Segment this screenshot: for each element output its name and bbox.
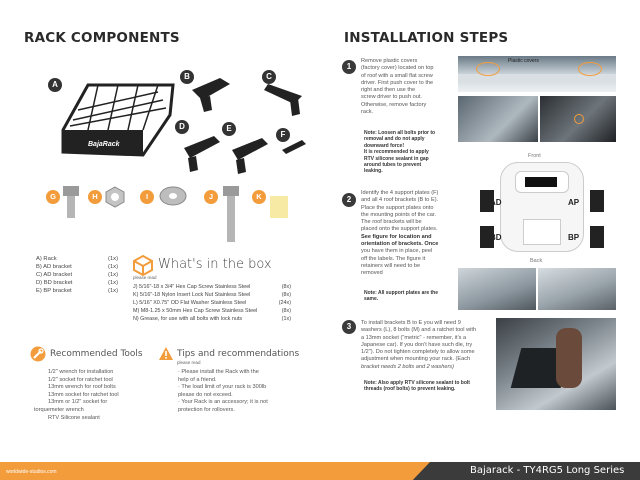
label-c: C	[262, 70, 276, 84]
label-a: A	[48, 78, 62, 92]
lock-nut-icon	[104, 186, 126, 208]
rack-components-heading: RACK COMPONENTS	[24, 30, 180, 46]
label-j: J	[204, 190, 218, 204]
support-plate-photo-1	[458, 268, 536, 310]
label-b: B	[180, 70, 194, 84]
cover-removal-photo-1	[458, 96, 538, 142]
list-item: C) AD bracket (1x)	[36, 272, 118, 278]
rack-illustration	[58, 70, 178, 160]
step-1-note: Note: Loosen all bolts prior to removal and do not apply downward force! It is recommended to apply RTV silicone sealant in gap around tubes to prevent leaking.	[364, 130, 436, 175]
list-item: B) AD bracket (1x)	[36, 264, 118, 270]
hex-bolt-icon	[60, 184, 82, 220]
grease-packet-icon	[270, 196, 288, 218]
list-item: E) BP bracket (1x)	[36, 288, 118, 294]
bracket-bp-icon	[590, 226, 604, 248]
step-1-number: 1	[342, 60, 356, 74]
diagram-back-label: Back	[530, 258, 543, 264]
step-2-note: Note: All support plates are the same.	[364, 290, 438, 303]
diagram-front-label: Front	[528, 153, 541, 159]
diagram-label-bd: BD	[490, 233, 502, 242]
list-item: D) BD bracket (1x)	[36, 280, 118, 286]
recommended-tools-title: Recommended Tools	[50, 349, 143, 359]
footer-website[interactable]: worldwide-studios.com	[6, 469, 57, 475]
step-1-text: Remove plastic covers (factory cover) located on top of roof with a small flat screw driver. First push cover to the right and then use the screw driver to push out. Otherwise, remove factory rack.	[361, 58, 434, 116]
list-item: J) 5/16"-18 x 3/4" Hex Cap Screw Stainless Steel (8x)	[133, 284, 291, 290]
roof-covers-photo	[458, 56, 616, 92]
list-item: M) M8-1.25 x 50mm Hex Cap Screw Stainless Steel (8x)	[133, 308, 291, 314]
bracket-c-illustration	[262, 74, 310, 119]
step-3-text: To install brackets B to E you will need 9 washers (L), 8 bolts (M) and a ratchet tool with a 13mm socket ("metric" - remember, it's a Japanese car). If you don't have such die, try 1/2"). Do not tighten completely to allow some adjustment when mounting your rack. (Each bracket needs 2 bolts and 2 washers)	[361, 320, 477, 370]
box-icon	[132, 254, 154, 276]
installation-steps-heading: INSTALLATION STEPS	[344, 30, 509, 46]
whats-in-box-title: What's in the box	[158, 257, 272, 272]
tools-list: 1/2" wrench for installation 1/2" socket for ratchet tool 13mm wrench for roof bolts 13mm socket for ratchet tool 13mm or 1/2" socket for torquemeter wrench RTV Silicone sealant	[34, 369, 119, 421]
wrench-icon	[30, 346, 46, 362]
step-2-number: 2	[342, 193, 356, 207]
cover-removal-photo-2	[540, 96, 616, 142]
support-plate-photo-2	[538, 268, 616, 310]
tips-subtitle: please read	[177, 360, 201, 365]
label-h: H	[88, 190, 102, 204]
list-item: K) 5/16"-18 Nylon Insert Lock Nut Stainless Steel (8x)	[133, 292, 291, 298]
bracket-e-illustration	[228, 130, 273, 180]
bracket-b-illustration	[190, 70, 235, 115]
washer-icon	[158, 184, 188, 208]
bracket-install-photo	[496, 318, 616, 410]
diagram-label-ad: AD	[490, 198, 502, 207]
step-3-note: Note: Also apply RTV silicone sealant to bolt threads (roof bolts) to prevent leaking.	[364, 380, 470, 393]
list-item: A) Rack (1x)	[36, 256, 118, 262]
bracket-ap-icon	[590, 190, 604, 212]
label-e: E	[222, 122, 236, 136]
label-g: G	[46, 190, 60, 204]
bracket-d-illustration	[180, 128, 225, 178]
label-d: D	[175, 120, 189, 134]
warning-icon	[158, 346, 174, 362]
label-i: I	[140, 190, 154, 204]
rack-brand: BajaRack	[88, 141, 120, 148]
diagram-label-ap: AP	[568, 198, 580, 207]
diagram-label-bp: BP	[568, 233, 580, 242]
label-k: K	[252, 190, 266, 204]
step-2-text: Identify the 4 support plates (F) and all 4 roof brackets (B to E). Place the support plates onto the mounting points of the car. The roof brackets will be placed onto the support plates. See figure for location and orientation of brackets. Once you have them in place, peel off the labels. The figure it retainers will need to be removed	[361, 190, 439, 277]
support-plate-illustration	[280, 138, 310, 158]
tips-title: Tips and recommendations	[177, 349, 300, 359]
label-f: F	[276, 128, 290, 142]
footer-title: Bajarack - TY4RG5 Long Series	[470, 465, 625, 476]
footer-accent	[0, 462, 430, 480]
photo-caption: Plastic covers	[508, 58, 539, 64]
whats-in-box-subtitle: please read	[133, 275, 157, 280]
list-item: L) 5/16" X0.75" OD Flat Washer Stainless Steel (24x)	[133, 300, 291, 306]
long-bolt-icon	[220, 184, 242, 244]
step-3-number: 3	[342, 320, 356, 334]
list-item: N) Grease, for use with all bolts with lock nuts (1x)	[133, 316, 291, 322]
tips-list: · Please install the Rack with the help of a friend. · The load limit of your rack is 300lb please do not exceed. · Your Rack is an accessory; it is not protection for rollovers.	[178, 369, 268, 413]
